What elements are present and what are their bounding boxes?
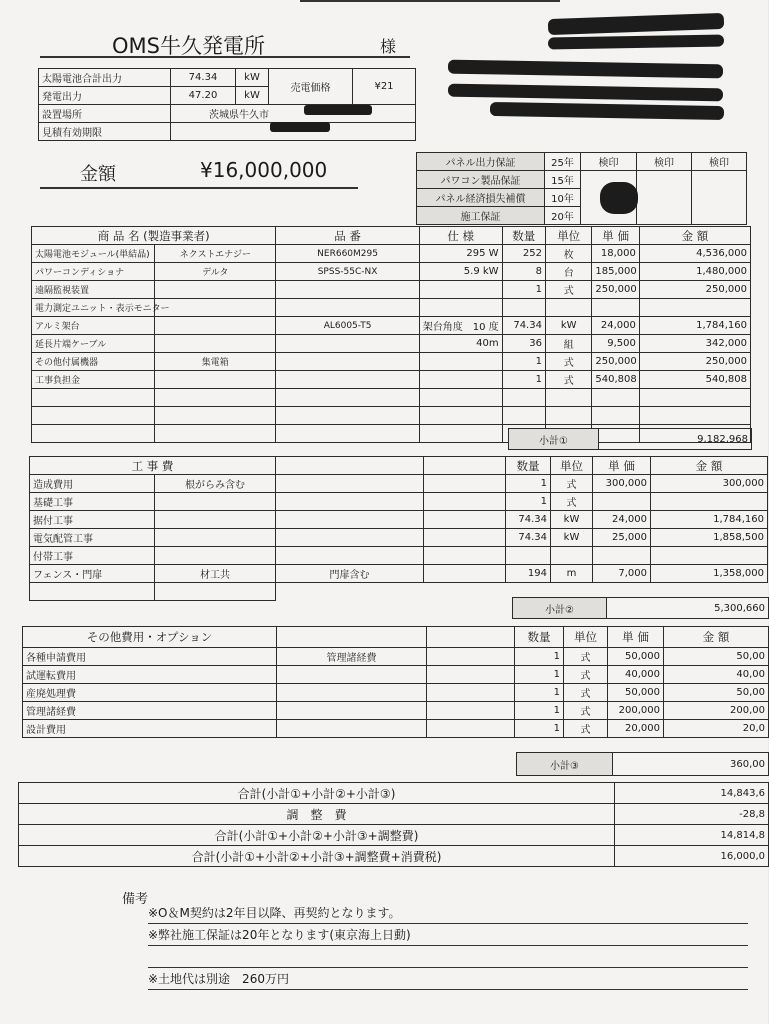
other-note [277,702,427,720]
empty-cell [276,389,419,407]
other-qty: 1 [515,648,564,666]
empty-cell [419,425,502,443]
col-price: 単 価 [593,457,651,475]
product-row [32,371,751,389]
subtotal-3-label: 小計③ [517,753,613,776]
product-unit: 台 [545,263,591,281]
product-amount: 540,808 [639,371,750,389]
empty-cell [424,565,506,583]
warranty-table [416,152,747,225]
construction-amount: 1,858,500 [651,529,768,547]
client-underline [40,56,410,58]
empty-cell [545,389,591,407]
empty-cell [276,425,419,443]
sell-price-label: 売電価格 [269,69,353,105]
remarks-lines [148,902,748,990]
other-amount: 40,00 [664,666,769,684]
product-name: パワーコンディショナ [32,263,155,281]
total-value: 14,814,8 [615,825,769,846]
subtotal-2-label: 小計② [513,598,607,619]
product-name: その他付属機器 [32,353,155,371]
system-value: 茨城県牛久市 [171,105,416,123]
product-price: 24,000 [592,317,639,335]
product-name: 遠隔監視装置 [32,281,155,299]
construction-unit: 式 [551,475,593,493]
empty-cell [32,407,155,425]
empty-cell [30,583,155,601]
col-price: 単 価 [592,227,639,245]
construction-name: 基礎工事 [30,493,155,511]
construction-note2 [276,547,424,565]
total-row [19,825,769,846]
stamp-box [637,171,692,225]
construction-value-row [276,493,768,511]
construction-row [30,529,276,547]
product-name: アルミ架台 [32,317,155,335]
col-unit: 単位 [551,457,593,475]
other-amount: 50,00 [664,684,769,702]
product-amount: 4,536,000 [639,245,750,263]
product-maker [155,299,276,317]
redacted-address-1 [448,60,723,79]
construction-row [30,475,276,493]
system-value: 74.34 [171,69,236,87]
remark-line [148,946,748,968]
product-name: 工事負担金 [32,371,155,389]
product-price: 185,000 [592,263,639,281]
product-qty: 1 [502,353,545,371]
product-model: AL6005-T5 [276,317,419,335]
sell-price-value: ¥21 [353,69,416,105]
construction-amount: 1,784,160 [651,511,768,529]
empty-cell [427,648,515,666]
product-amount: 1,784,160 [639,317,750,335]
construction-note2 [276,529,424,547]
other-price: 50,000 [608,684,664,702]
construction-qty: 74.34 [506,511,551,529]
system-label: 発電出力 [39,87,171,105]
other-note [277,684,427,702]
subtotal-3-value: 360,00 [613,753,769,776]
redacted-address-detail [304,105,372,115]
other-unit: 式 [564,720,608,738]
total-label: 合計(小計①+小計②+小計③+調整費) [19,825,615,846]
product-price: 540,808 [592,371,639,389]
total-row [19,846,769,867]
product-spec [419,371,502,389]
remark-line: ※弊社施工保証は20年となります(東京海上日動) [148,924,748,946]
col-price: 単 価 [608,627,664,648]
empty-cell [32,389,155,407]
empty-cell [424,493,506,511]
other-name: 産廃処理費 [23,684,277,702]
construction-title: 工 事 費 [30,457,276,475]
product-maker: ネクストエナジー [155,245,276,263]
total-value: 16,000,0 [615,846,769,867]
product-row-empty [32,389,751,407]
other-value-row [277,702,769,720]
other-price: 50,000 [608,648,664,666]
other-row [23,684,277,702]
construction-row [30,493,276,511]
other-note [277,666,427,684]
other-qty: 1 [515,702,564,720]
product-maker [155,317,276,335]
construction-value-row [276,547,768,565]
other-value-row [277,684,769,702]
construction-name: 据付工事 [30,511,155,529]
empty-cell [427,666,515,684]
construction-price: 300,000 [593,475,651,493]
construction-unit: kW [551,511,593,529]
product-name: 太陽電池モジュール(単結晶) [32,245,155,263]
product-row [32,281,751,299]
other-qty: 1 [515,666,564,684]
remarks-title: 備考 [122,892,149,907]
total-row [19,804,769,825]
product-price: 18,000 [592,245,639,263]
amount-underline [40,187,358,189]
redacted-stamp [600,182,638,214]
product-spec: 40m [419,335,502,353]
construction-value-row [276,565,768,583]
system-unit: kW [236,87,269,105]
col-qty: 数量 [515,627,564,648]
other-row [23,648,277,666]
other-name: 各種申請費用 [23,648,277,666]
product-amount: 1,480,000 [639,263,750,281]
empty-cell [155,425,276,443]
other-name: 設計費用 [23,720,277,738]
product-amount [639,299,750,317]
product-maker: デルタ [155,263,276,281]
construction-price [593,547,651,565]
product-qty: 1 [502,281,545,299]
product-spec: 架台角度 10 度 [419,317,502,335]
construction-unit: 式 [551,493,593,511]
construction-note [155,493,276,511]
col-spec: 仕 様 [419,227,502,245]
col-amount: 金 額 [651,457,768,475]
product-maker [155,281,276,299]
warranty-years: 15年 [545,171,581,189]
amount-label: 金額 [80,164,116,185]
construction-qty: 1 [506,475,551,493]
construction-name: 造成費用 [30,475,155,493]
construction-price: 24,000 [593,511,651,529]
other-value-row [277,666,769,684]
construction-qty [506,547,551,565]
product-row [32,317,751,335]
construction-unit: kW [551,529,593,547]
construction-names [29,456,276,601]
redacted-company-2 [548,34,724,49]
remark-line: ※土地代は別途 260万円 [148,968,748,990]
product-row [32,245,751,263]
subtotal-1 [508,428,752,450]
product-price: 9,500 [592,335,639,353]
warranty-label: パネル出力保証 [417,153,545,171]
construction-amount [651,547,768,565]
product-unit: 組 [545,335,591,353]
other-amount: 50,00 [664,648,769,666]
col-unit: 単位 [564,627,608,648]
other-price: 40,000 [608,666,664,684]
total-label: 合計(小計①+小計②+小計③+調整費+消費税) [19,846,615,867]
system-label: 太陽電池合計出力 [39,69,171,87]
product-qty: 74.34 [502,317,545,335]
total-label: 調 整 費 [19,804,615,825]
remark-line: ※O＆M契約は2年目以降、再契約となります。 [148,902,748,924]
product-spec [419,353,502,371]
col-model: 品 番 [276,227,419,245]
construction-name: 電気配管工事 [30,529,155,547]
construction-note: 材工共 [155,565,276,583]
total-value: -28,8 [615,804,769,825]
product-model: NER660M295 [276,245,419,263]
product-maker [155,371,276,389]
empty-cell [155,389,276,407]
construction-value-row [276,511,768,529]
construction-note: 根がらみ含む [155,475,276,493]
product-unit: kW [545,317,591,335]
system-value: 47.20 [171,87,236,105]
empty-cell [639,407,750,425]
product-row [32,263,751,281]
other-title: その他費用・オプション [23,627,277,648]
total-row [19,783,769,804]
empty-cell [155,583,276,601]
product-amount: 250,000 [639,353,750,371]
product-row-empty [32,407,751,425]
construction-name: 付帯工事 [30,547,155,565]
product-model [276,371,419,389]
product-price [592,299,639,317]
construction-note [155,511,276,529]
empty-cell [639,389,750,407]
col-unit: 単位 [545,227,591,245]
totals-table [18,782,769,867]
construction-row [30,565,276,583]
construction-price: 7,000 [593,565,651,583]
total-value: 14,843,6 [615,783,769,804]
product-qty: 1 [502,371,545,389]
top-cut-line [300,0,560,2]
product-unit: 式 [545,353,591,371]
stamp-header: 検印 [637,153,692,171]
product-qty: 8 [502,263,545,281]
empty-cell [424,529,506,547]
total-label: 合計(小計①+小計②+小計③) [19,783,615,804]
construction-note2 [276,511,424,529]
construction-unit [551,547,593,565]
empty-cell [424,547,506,565]
col-amount: 金 額 [664,627,769,648]
warranty-label: パネル経済損失補償 [417,189,545,207]
empty-cell [502,389,545,407]
other-unit: 式 [564,666,608,684]
product-price: 250,000 [592,353,639,371]
product-spec [419,299,502,317]
construction-values [275,456,768,583]
other-row [23,702,277,720]
construction-note2: 門扉含む [276,565,424,583]
system-label: 見積有効期限 [39,123,171,141]
product-model [276,335,419,353]
construction-price [593,493,651,511]
construction-note2 [276,493,424,511]
empty-cell [32,425,155,443]
empty-cell [545,407,591,425]
product-qty: 36 [502,335,545,353]
redacted-address-2 [448,84,723,102]
subtotal-1-value: 9,182,968 [599,429,752,450]
empty-cell [155,407,276,425]
construction-unit: m [551,565,593,583]
col-amount: 金 額 [639,227,750,245]
products-table [31,226,751,443]
empty-cell [427,720,515,738]
construction-amount: 300,000 [651,475,768,493]
subtotal-2 [512,597,769,619]
construction-amount: 1,358,000 [651,565,768,583]
product-amount: 342,000 [639,335,750,353]
other-amount: 20,0 [664,720,769,738]
construction-qty: 74.34 [506,529,551,547]
system-label: 設置場所 [39,105,171,123]
product-spec: 5.9 kW [419,263,502,281]
warranty-label: 施工保証 [417,207,545,225]
subtotal-1-label: 小計① [509,429,599,450]
product-model [276,281,419,299]
construction-note [155,529,276,547]
construction-value-row [276,529,768,547]
empty-cell [276,407,419,425]
empty-cell [419,407,502,425]
empty-cell [592,389,639,407]
product-unit: 枚 [545,245,591,263]
product-maker: 集電箱 [155,353,276,371]
product-row [32,299,751,317]
stamp-box [692,171,747,225]
product-qty [502,299,545,317]
other-values [276,626,769,738]
other-unit: 式 [564,702,608,720]
other-price: 20,000 [608,720,664,738]
other-value-row [277,648,769,666]
other-amount: 200,00 [664,702,769,720]
other-qty: 1 [515,720,564,738]
product-row [32,353,751,371]
other-row [23,720,277,738]
construction-amount [651,493,768,511]
warranty-years: 25年 [545,153,581,171]
client-name: OMS牛久発電所 [112,34,265,58]
construction-qty: 1 [506,493,551,511]
empty-cell [427,684,515,702]
other-unit: 式 [564,684,608,702]
product-unit [545,299,591,317]
construction-price: 25,000 [593,529,651,547]
col-qty: 数量 [502,227,545,245]
construction-row [30,547,276,565]
stamp-header: 検印 [692,153,747,171]
product-model [276,299,419,317]
other-unit: 式 [564,648,608,666]
other-price: 200,000 [608,702,664,720]
product-maker [155,335,276,353]
product-name: 延長片端ケーブル [32,335,155,353]
other-row [23,666,277,684]
other-value-row [277,720,769,738]
empty-cell [424,475,506,493]
empty-cell [419,389,502,407]
warranty-years: 10年 [545,189,581,207]
product-model [276,353,419,371]
redacted-address-3 [490,102,724,120]
construction-name: フェンス・門扉 [30,565,155,583]
other-note: 管理諸経費 [277,648,427,666]
other-name: 試運転費用 [23,666,277,684]
construction-qty: 194 [506,565,551,583]
amount-value: ¥16,000,000 [200,158,328,182]
construction-row-empty [30,583,276,601]
redacted-expiry [270,122,330,132]
product-amount: 250,000 [639,281,750,299]
redacted-company [548,13,724,35]
product-spec [419,281,502,299]
construction-note [155,547,276,565]
construction-value-row [276,475,768,493]
product-unit: 式 [545,281,591,299]
col-qty: 数量 [506,457,551,475]
other-qty: 1 [515,684,564,702]
subtotal-2-value: 5,300,660 [607,598,769,619]
product-row [32,335,751,353]
product-price: 250,000 [592,281,639,299]
empty-cell [427,702,515,720]
stamp-header: 検印 [581,153,637,171]
system-unit: kW [236,69,269,87]
construction-note2 [276,475,424,493]
construction-row [30,511,276,529]
other-note [277,720,427,738]
col-name: 商 品 名 (製造事業者) [32,227,276,245]
subtotal-3 [516,752,769,776]
product-unit: 式 [545,371,591,389]
warranty-years: 20年 [545,207,581,225]
empty-cell [592,407,639,425]
product-model: SPSS-55C-NX [276,263,419,281]
other-names [22,626,277,738]
product-name: 電力測定ユニット・表示モニター [32,299,155,317]
product-qty: 252 [502,245,545,263]
warranty-label: パワコン製品保証 [417,171,545,189]
client-honorific: 様 [380,37,397,56]
product-spec: 295 W [419,245,502,263]
empty-cell [424,511,506,529]
empty-cell [502,407,545,425]
other-name: 管理諸経費 [23,702,277,720]
